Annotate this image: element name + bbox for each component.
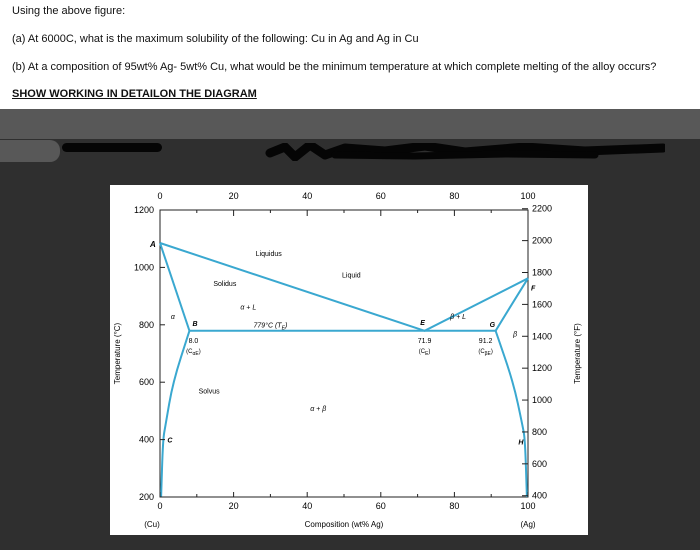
x-tick-label-bottom: 0 xyxy=(157,501,163,511)
y-tick-label-right: 800 xyxy=(532,426,548,437)
redaction-scribble-right xyxy=(265,143,665,161)
x-tick-label-top: 40 xyxy=(302,191,313,201)
region-label-solidus: Solidus xyxy=(213,281,237,289)
composition-g-close: ) xyxy=(490,348,493,355)
redaction-scribble-left xyxy=(62,143,162,152)
y-tick-label-left: 600 xyxy=(138,377,154,388)
x-tick-label-top: 20 xyxy=(228,191,239,201)
y-tick-label-right: 1400 xyxy=(532,331,553,342)
composition-e-close: ) xyxy=(428,348,431,355)
x-tick-label-bottom: 60 xyxy=(375,501,386,511)
photo-smudge xyxy=(0,140,60,162)
x-tick-label-top: 0 xyxy=(157,191,163,201)
region-label-beta-plus-l: β + L xyxy=(450,314,467,322)
eutectic-temperature-label: 779°C $(T_E)$ xyxy=(253,322,288,332)
y-tick-label-right: 1600 xyxy=(532,299,553,310)
composition-b-label: $(C_{\alpha E})$ xyxy=(186,348,201,357)
corner-label-left: (Cu) xyxy=(144,520,160,529)
photo-top-strip xyxy=(0,109,700,139)
question-part-b: (b) At a composition of 95wt% Ag- 5wt% Cu, what would be the minimum temperature at which complete melting of the alloy occurs? xyxy=(12,61,657,73)
point-label-a: A xyxy=(150,240,156,250)
x-tick-label-bottom: 40 xyxy=(302,501,313,511)
composition-e-label: $(C_E)$ xyxy=(418,348,431,357)
y-tick-label-left: 1000 xyxy=(133,262,154,273)
x-tick-label-bottom: 100 xyxy=(520,501,536,511)
y-tick-label-left: 400 xyxy=(138,434,154,445)
phase-diagram-figure xyxy=(110,185,588,535)
solvus-alpha-line xyxy=(161,331,189,497)
x-tick-label-bottom: 20 xyxy=(228,501,239,511)
y-tick-label-right: 1000 xyxy=(532,395,553,406)
point-label-f: F xyxy=(531,285,536,293)
composition-b-subscript: αE xyxy=(192,350,199,357)
region-label-alpha-plus-l: α + L xyxy=(240,304,257,312)
x-axis-title: Composition (wt% Ag) xyxy=(304,520,384,529)
question-intro: Using the above figure: xyxy=(12,5,126,17)
point-label-g: G xyxy=(489,321,496,329)
composition-e-value: 71.9 xyxy=(417,337,432,345)
x-tick-label-top: 100 xyxy=(520,191,536,201)
y-tick-label-left: 800 xyxy=(138,319,154,330)
y-tick-label-right: 2000 xyxy=(532,235,553,246)
y-tick-label-left: 1200 xyxy=(133,205,154,215)
eutectic-temperature-close: ) xyxy=(284,322,288,330)
point-label-e: E xyxy=(420,319,425,327)
y-tick-label-right: 1200 xyxy=(532,363,553,374)
phase-diagram xyxy=(110,185,588,535)
x-tick-label-bottom: 80 xyxy=(449,501,460,511)
composition-b-close: ) xyxy=(198,348,201,355)
region-label-alpha-plus-beta: α + β xyxy=(310,405,327,413)
plot-frame xyxy=(160,210,528,497)
composition-e-subscript: E xyxy=(425,350,429,357)
point-label-b: B xyxy=(192,320,198,328)
y-axis-title-right: Temperature (°F) xyxy=(573,323,582,384)
x-tick-label-top: 60 xyxy=(375,191,386,201)
region-label-solvus: Solvus xyxy=(198,388,220,396)
composition-g-value: 91.2 xyxy=(478,337,493,345)
eutectic-temperature-subscript: E xyxy=(281,325,285,332)
point-label-h: H xyxy=(518,439,524,447)
region-label-liquid: Liquid xyxy=(342,272,361,280)
point-label-c: C xyxy=(167,437,173,445)
composition-g-label: $(C_{\beta E})$ xyxy=(478,348,493,357)
composition-b-value: 8.0 xyxy=(188,337,199,345)
y-tick-label-right: 600 xyxy=(532,458,548,469)
question-part-a: (a) At 6000C, what is the maximum solubility of the following: Cu in Ag and Ag in Cu xyxy=(12,33,419,45)
region-label-liquidus: Liquidus xyxy=(255,250,282,258)
region-label-alpha: α xyxy=(170,314,175,322)
instruction-show-working: SHOW WORKING IN DETAILON THE DIAGRAM xyxy=(12,88,257,100)
y-axis-title-left: Temperature (°C) xyxy=(113,322,122,385)
composition-g-subscript: βE xyxy=(484,350,491,357)
y-tick-label-right: 1800 xyxy=(532,267,553,278)
corner-label-right: (Ag) xyxy=(520,520,536,529)
y-tick-label-right: 400 xyxy=(532,490,548,501)
x-tick-label-top: 80 xyxy=(449,191,460,201)
solvus-beta-line xyxy=(496,331,527,497)
y-tick-label-left: 200 xyxy=(138,492,154,502)
region-label-beta: β xyxy=(513,331,518,339)
y-tick-label-right: 2200 xyxy=(532,203,553,214)
